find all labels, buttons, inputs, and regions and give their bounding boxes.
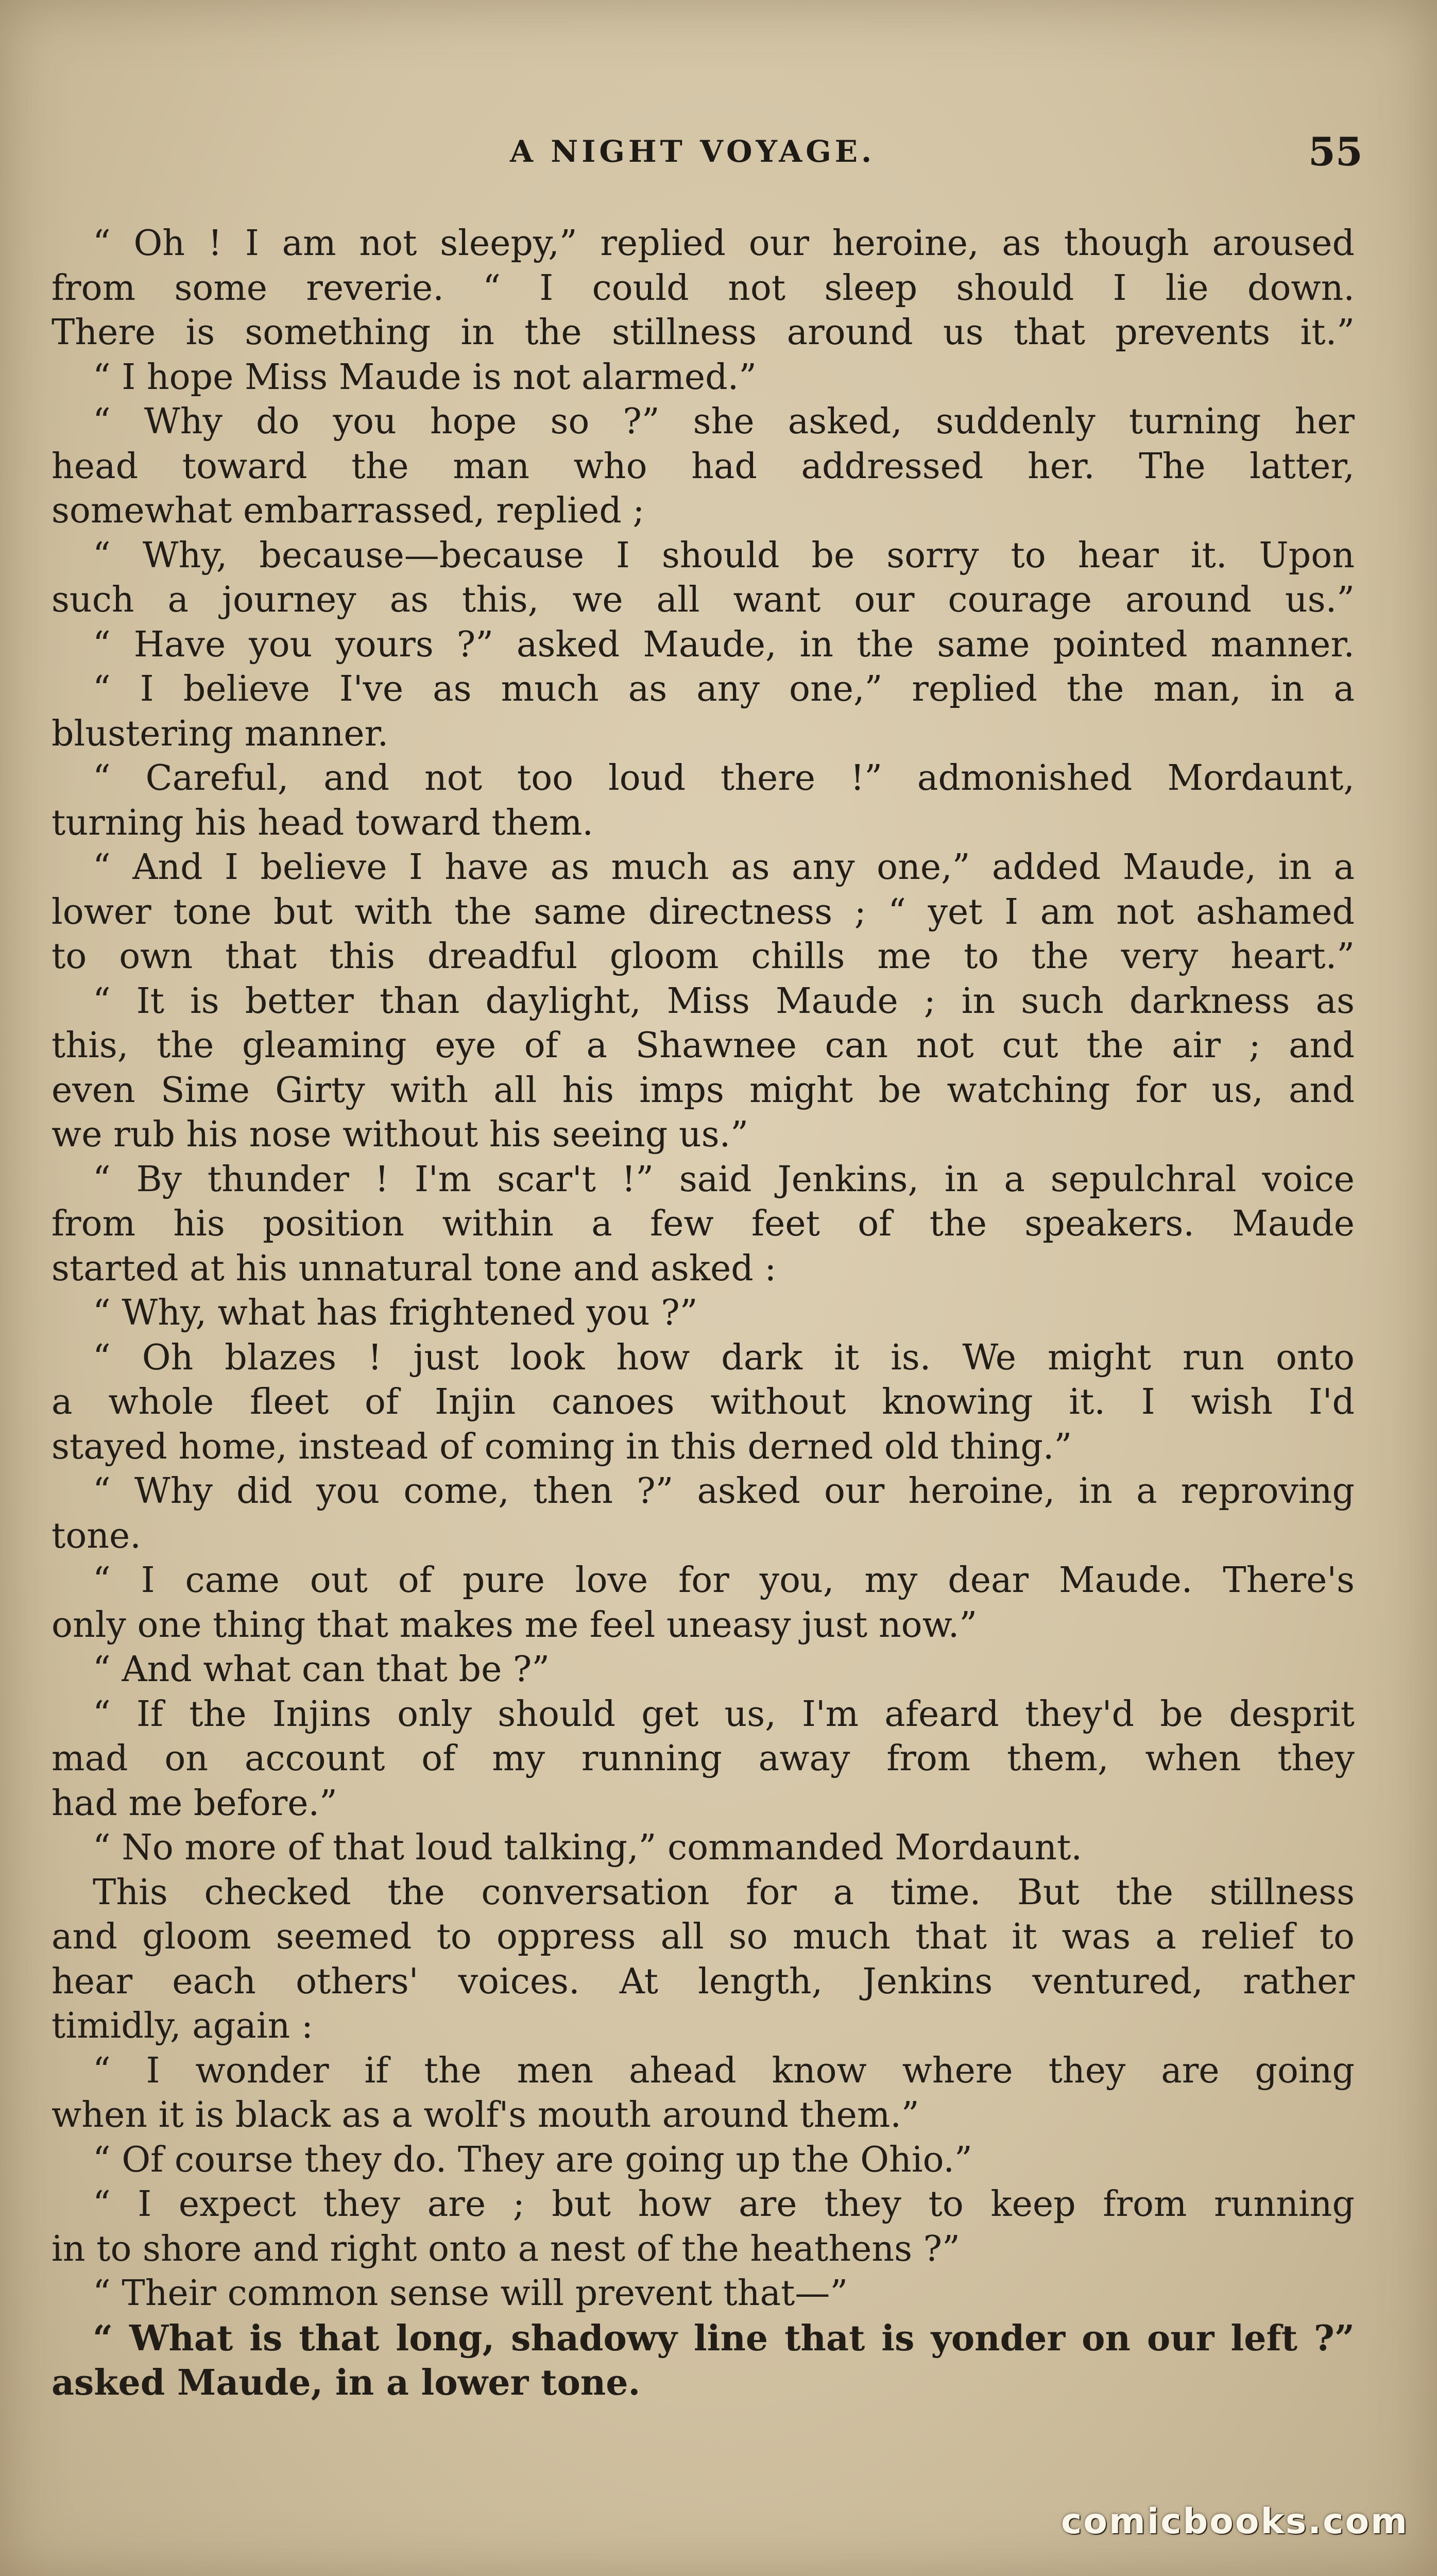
text-line-8: “ Why, because—because I should be sorry to hear it. Upon bbox=[93, 535, 1355, 576]
text-line-43: when it is black as a wolf's mouth around them.” bbox=[52, 2095, 919, 2136]
text-line-16: lower tone but with the same directness ; “ yet I am not ashamed bbox=[52, 891, 1355, 933]
text-line-20: even Sime Girty with all his imps might be watching for us, and bbox=[52, 1070, 1355, 1111]
text-line-39: and gloom seemed to oppress all so much that it was a relief to bbox=[52, 1917, 1355, 1957]
running-header bbox=[0, 129, 1437, 185]
text-line-28: stayed home, instead of coming in this derned old thing.” bbox=[52, 1426, 1072, 1467]
text-line-25: “ Why, what has frightened you ?” bbox=[93, 1293, 698, 1333]
text-line-13: “ Careful, and not too loud there !” admonished Mordaunt, bbox=[93, 758, 1355, 799]
text-line-35: mad on account of my running away from them, when they bbox=[52, 1738, 1355, 1779]
text-line-41: timidly, again : bbox=[52, 2006, 313, 2046]
text-line-22: “ By thunder ! I'm scar't !” said Jenkins, in a sepulchral voice bbox=[93, 1159, 1355, 1200]
text-line-32: only one thing that makes me feel uneasy just now.” bbox=[52, 1604, 978, 1646]
text-line-19: this, the gleaming eye of a Shawnee can not cut the air ; and bbox=[52, 1025, 1355, 1066]
site-watermark: comicbooks.com bbox=[1061, 2501, 1409, 2542]
text-line-1: “ Oh ! I am not sleepy,” replied our heroine, as though aroused bbox=[93, 223, 1355, 264]
text-line-12: blustering manner. bbox=[52, 713, 389, 754]
text-line-30: tone. bbox=[52, 1515, 141, 1556]
text-line-48: “ What is that long, shadowy line that is yonder on our left ?” bbox=[93, 2317, 1355, 2359]
text-line-15: “ And I believe I have as much as any one,” added Maude, in a bbox=[93, 847, 1355, 888]
text-line-45: “ I expect they are ; but how are they to keep from running bbox=[93, 2184, 1355, 2225]
text-line-5: “ Why do you hope so ?” she asked, suddenly turning her bbox=[93, 401, 1355, 442]
text-line-27: a whole fleet of Injin canoes without knowing it. I wish I'd bbox=[52, 1382, 1355, 1422]
text-line-26: “ Oh blazes ! just look how dark it is. We might run onto bbox=[93, 1337, 1355, 1378]
text-line-37: “ No more of that loud talking,” commanded Mordaunt. bbox=[93, 1827, 1082, 1868]
text-line-42: “ I wonder if the men ahead know where they are going bbox=[93, 2050, 1355, 2091]
body-text bbox=[52, 222, 1355, 2405]
text-line-31: “ I came out of pure love for you, my dear Maude. There's bbox=[93, 1560, 1355, 1601]
text-line-44: “ Of course they do. They are going up the Ohio.” bbox=[93, 2139, 972, 2180]
text-line-2: from some reverie. “ I could not sleep should I lie down. bbox=[52, 267, 1355, 309]
text-line-4: “ I hope Miss Maude is not alarmed.” bbox=[93, 357, 757, 398]
text-line-33: “ And what can that be ?” bbox=[93, 1649, 550, 1690]
text-line-47: “ Their common sense will prevent that—” bbox=[93, 2273, 848, 2314]
text-line-38: This checked the conversation for a time. But the stillness bbox=[93, 1872, 1355, 1913]
text-line-24: started at his unnatural tone and asked : bbox=[52, 1248, 777, 1289]
running-title: A NIGHT VOYAGE. bbox=[510, 134, 876, 169]
text-line-11: “ I believe I've as much as any one,” replied the man, in a bbox=[93, 669, 1355, 709]
text-line-40: hear each others' voices. At length, Jenkins ventured, rather bbox=[52, 1961, 1355, 2002]
text-line-6: head toward the man who had addressed her. The latter, bbox=[52, 446, 1355, 487]
text-line-3: There is something in the stillness around us that prevents it.” bbox=[52, 312, 1355, 353]
text-line-36: had me before.” bbox=[52, 1783, 337, 1824]
text-line-21: we rub his nose without his seeing us.” bbox=[52, 1114, 748, 1155]
text-line-18: “ It is better than daylight, Miss Maude ; in such darkness as bbox=[93, 980, 1355, 1022]
text-line-34: “ If the Injins only should get us, I'm afeard they'd be desprit bbox=[93, 1693, 1355, 1735]
text-line-17: to own that this dreadful gloom chills me to the very heart.” bbox=[52, 936, 1355, 977]
text-line-7: somewhat embarrassed, replied ; bbox=[52, 490, 645, 531]
text-line-23: from his position within a few feet of the speakers. Maude bbox=[52, 1204, 1355, 1244]
text-line-49: asked Maude, in a lower tone. bbox=[52, 2362, 641, 2403]
text-line-29: “ Why did you come, then ?” asked our heroine, in a reproving bbox=[93, 1471, 1355, 1512]
text-line-46: in to shore and right onto a nest of the heathens ?” bbox=[52, 2228, 960, 2269]
text-line-10: “ Have you yours ?” asked Maude, in the same pointed manner. bbox=[93, 624, 1355, 665]
text-line-14: turning his head toward them. bbox=[52, 802, 594, 843]
text-line-9: such a journey as this, we all want our courage around us.” bbox=[52, 580, 1355, 620]
page-number: 55 bbox=[1308, 129, 1363, 175]
